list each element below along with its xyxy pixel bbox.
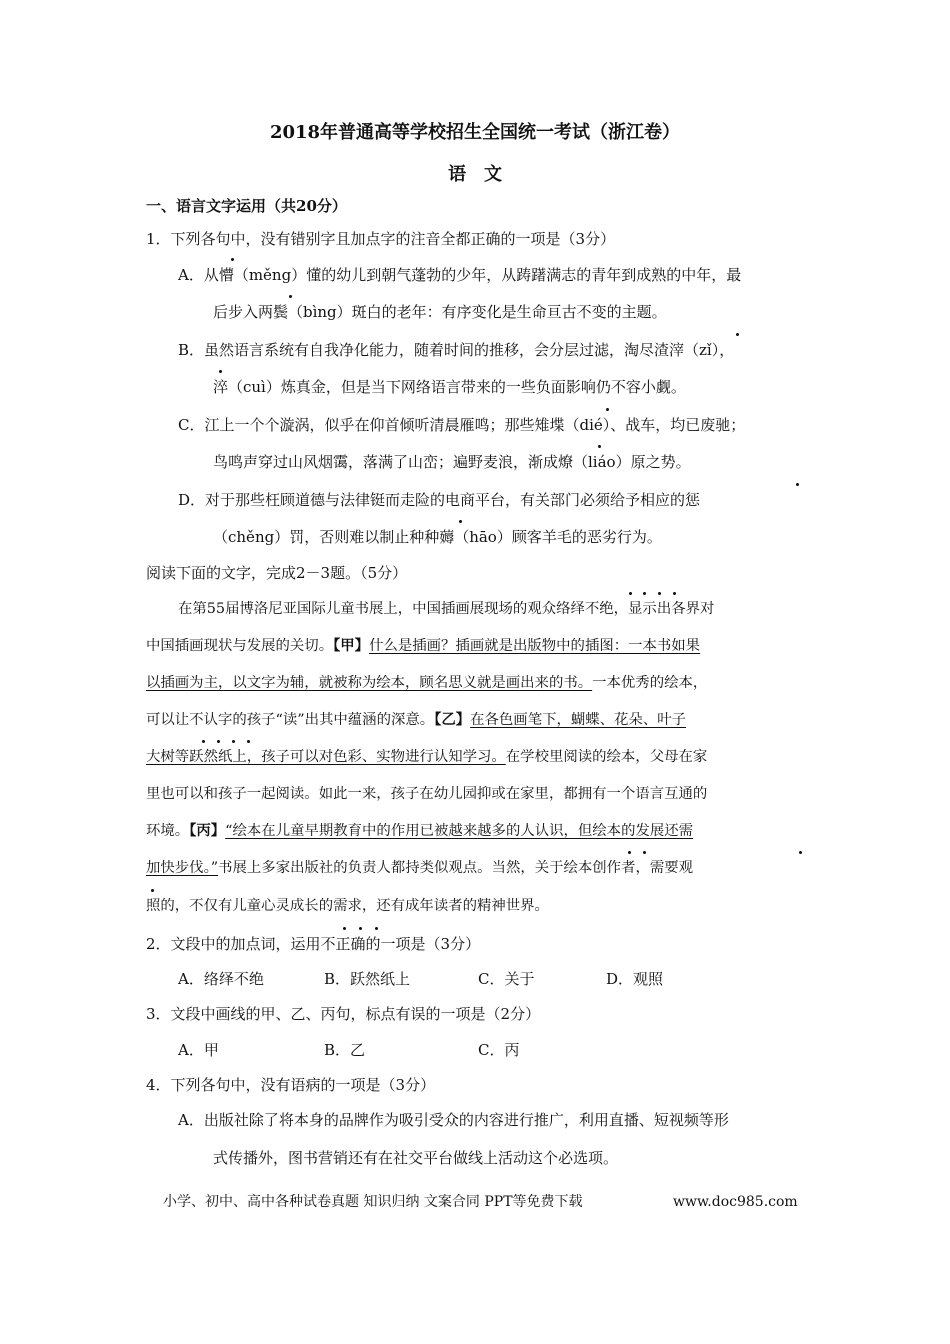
passage-line-9: 照的，不仅有儿童心灵成长的需求，还有成年读者的精神世界。 xyxy=(146,898,549,914)
emphasis-dot xyxy=(796,483,799,486)
passage-text: 环境。 xyxy=(146,823,190,839)
emphasis-dot xyxy=(232,740,235,743)
passage-text: 中国插画现状与发展的关切。 xyxy=(146,638,334,654)
question-1-stem: 1．下列各句中，没有错别字且加点字的注音全都正确的一项是（3分） xyxy=(146,230,616,248)
question-3-stem: 3．文段中画线的甲、乙、丙句，标点有误的一项是（2分） xyxy=(146,1005,541,1023)
question-2-stem: 2．文段中的加点词，运用不正确的一项是（3分） xyxy=(146,935,481,953)
passage-line-7 xyxy=(146,821,693,841)
passage-text: 可以让不认字的孩子“读”出其中蕴涵的深意。 xyxy=(146,712,435,728)
underlined-sentence-yi: 在各色画笔下，蝴蝶、花朵、叶子 xyxy=(470,712,686,728)
underlined-sentence-bing: “绘本在儿童早期教育中的作用已被越来越多的人认识，但绘本的发展还需 xyxy=(225,823,694,839)
passage-line-8 xyxy=(146,858,693,878)
question-1-option-d-line-2: （chěng）罚，否则难以制止种种薅（hāo）顾客羊毛的恶劣行为。 xyxy=(213,528,662,546)
emphasis-dot xyxy=(598,445,601,448)
marker-yi: 【乙】 xyxy=(434,711,471,728)
emphasis-dot xyxy=(217,740,220,743)
passage-line-4 xyxy=(146,710,686,730)
emphasis-dot xyxy=(375,927,378,930)
emphasis-dot xyxy=(247,740,250,743)
emphasis-dot xyxy=(219,370,222,373)
emphasis-dot xyxy=(643,851,646,854)
question-3-option: B．乙 xyxy=(324,1041,366,1059)
subject-title: 语 文 xyxy=(448,164,502,185)
emphasis-dot xyxy=(359,927,362,930)
passage-text: 在学校里阅读的绘本，父母在家 xyxy=(505,749,708,765)
underlined-sentence-yi: 大树等跃然纸上，孩子可以对色彩、实物进行认知学习。 xyxy=(146,749,506,765)
exam-title: 2018年普通高等学校招生全国统一考试（浙江卷） xyxy=(269,122,681,143)
emphasis-dot xyxy=(799,851,802,854)
passage-line-5 xyxy=(146,747,707,767)
emphasis-dot xyxy=(658,592,661,595)
question-1-option-c-line-2: 鸟鸣声穿过山风烟霭，落满了山峦；遍野麦浪，渐成燎（liáo）原之势。 xyxy=(213,453,691,471)
passage-text: 一本优秀的绘本， xyxy=(592,675,708,691)
question-4-option-a-line-1: A．出版社除了将本身的品牌作为吸引受众的内容进行推广，利用直播、短视频等形 xyxy=(178,1111,729,1129)
question-1-option-c-line-1: C．江上一个个漩涡，似乎在仰首倾听清晨雁鸣；那些雉堞（dié）、战车，均已废驰； xyxy=(178,416,746,434)
question-1-option-b-line-2: 淬（cuì）炼真金，但是当下网络语言带来的一些负面影响仍不容小觑。 xyxy=(213,378,686,396)
question-2-option: B．跃然纸上 xyxy=(324,970,411,988)
emphasis-dot xyxy=(629,592,632,595)
footer-text: 小学、初中、高中各种试卷真题 知识归纳 文案合同 PPT等免费下载 xyxy=(163,1194,583,1210)
question-2-option: D．观照 xyxy=(606,970,664,988)
question-1-option-b-line-1: B．虽然语言系统有自我净化能力，随着时间的推移，会分层过滤，淘尽渣滓（zǐ）， xyxy=(178,341,735,359)
emphasis-dot xyxy=(643,592,646,595)
footer-url[interactable]: www.doc985.com xyxy=(673,1194,798,1210)
emphasis-dot xyxy=(459,520,462,523)
question-3-option: C．丙 xyxy=(478,1041,520,1059)
question-1-option-a-line-2: 后步入两鬓（bìng）斑白的老年：有序变化是生命亘古不变的主题。 xyxy=(213,303,667,321)
reading-intro: 阅读下面的文字，完成2－3题。（5分） xyxy=(146,564,408,582)
section-heading: 一、语言文字运用（共20分） xyxy=(146,197,347,215)
question-2-option: C．关于 xyxy=(478,970,535,988)
passage-line-2 xyxy=(146,636,700,656)
emphasis-dot xyxy=(606,408,609,411)
emphasis-dot xyxy=(628,851,631,854)
passage-line-3 xyxy=(146,673,707,693)
emphasis-dot xyxy=(151,889,154,892)
question-4-option-a-line-2: 式传播外，图书营销还有在社交平台做线上活动这个必选项。 xyxy=(213,1149,619,1167)
question-3-option: A．甲 xyxy=(178,1041,219,1059)
emphasis-dot xyxy=(231,258,234,261)
emphasis-dot xyxy=(736,333,739,336)
emphasis-dot xyxy=(289,295,292,298)
underlined-sentence-jia: 以插画为主，以文字为辅，就被称为绘本，顾名思义就是画出来的书。 xyxy=(146,675,593,691)
emphasis-dot xyxy=(673,592,676,595)
question-2-option: A．络绎不绝 xyxy=(178,970,264,988)
emphasis-dot xyxy=(202,740,205,743)
underlined-sentence-jia: 什么是插画？插画就是出版物中的插图：一本书如果 xyxy=(369,638,701,654)
question-4-stem: 4．下列各句中，没有语病的一项是（3分） xyxy=(146,1076,436,1094)
passage-text: 书展上多家出版社的负责人都持类似观点。当然，关于绘本创作者，需要观 xyxy=(218,860,694,876)
question-1-option-a-line-1: A．从懵（měng）懂的幼儿到朝气蓬勃的少年，从踌躇满志的青年到成熟的中年，最 xyxy=(178,266,742,284)
marker-jia: 【甲】 xyxy=(333,637,370,654)
marker-bing: 【丙】 xyxy=(189,822,226,839)
emphasis-dot xyxy=(343,927,346,930)
question-1-option-d-line-1: D．对于那些枉顾道德与法律铤而走险的电商平台，有关部门必须给予相应的惩 xyxy=(178,491,701,509)
passage-line-1: 在第55届博洛尼亚国际儿童书展上，中国插画展现场的观众络绎不绝，显示出各界对 xyxy=(178,601,715,617)
underlined-sentence-bing: 加快步伐。” xyxy=(146,860,219,876)
passage-line-6: 里也可以和孩子一起阅读。如此一来，孩子在幼儿园抑或在家里，都拥有一个语言互通的 xyxy=(146,786,708,802)
